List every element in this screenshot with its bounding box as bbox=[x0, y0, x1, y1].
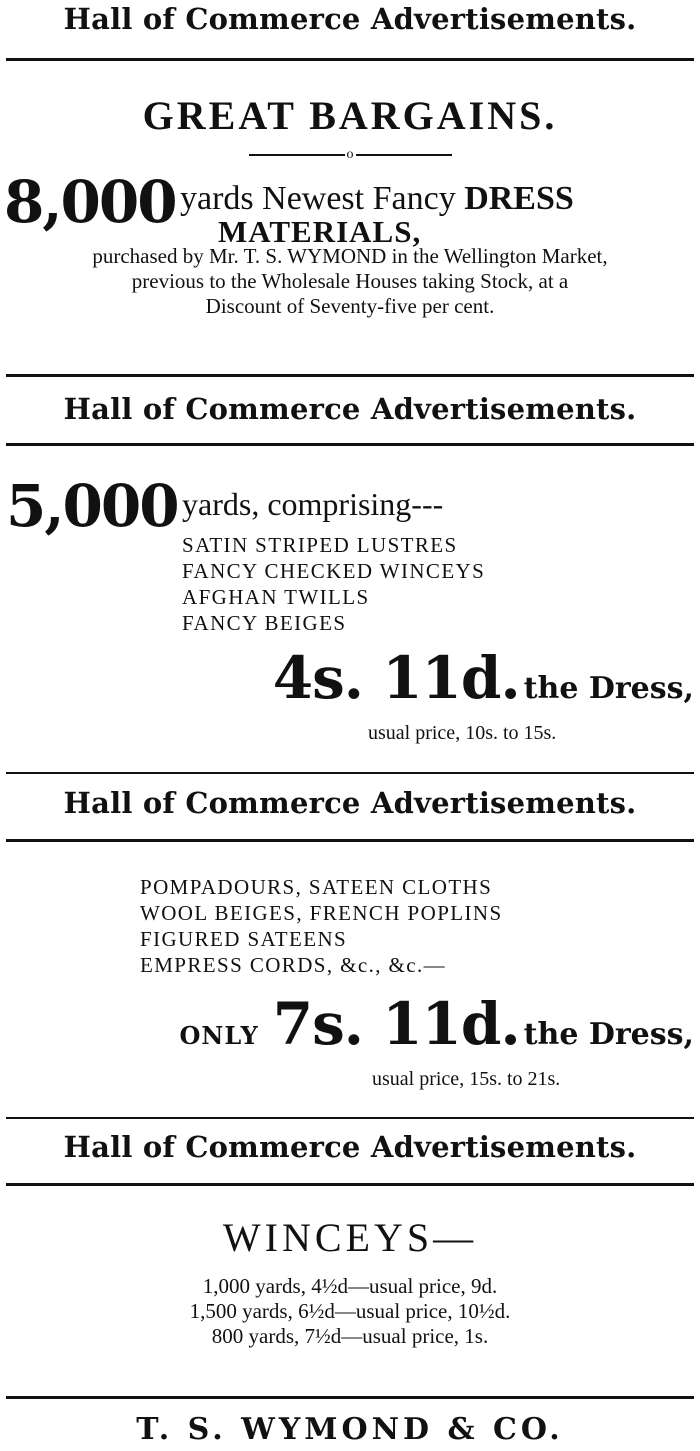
winceys-title: WINCEYS— bbox=[222, 1215, 478, 1260]
list-item: POMPADOURS, SATEEN CLOTHS bbox=[140, 875, 493, 899]
list-item: EMPRESS CORDS, &c., &c.— bbox=[140, 953, 447, 977]
ornament-circle: o bbox=[346, 146, 354, 162]
list-item: SATIN STRIPED LUSTRES bbox=[182, 533, 458, 557]
divider-rule bbox=[6, 1183, 694, 1186]
headline: GREAT BARGAINS. bbox=[142, 93, 558, 138]
price-suffix: the Dress, bbox=[523, 671, 694, 706]
item-list bbox=[182, 532, 485, 636]
yards-text: yards Newest Fancy bbox=[180, 180, 456, 217]
divider-rule bbox=[6, 58, 694, 61]
price-amount: 7s. 11d. bbox=[272, 990, 520, 1058]
usual-price: usual price, 10s. to 15s. bbox=[368, 722, 557, 744]
divider-rule bbox=[6, 443, 694, 446]
item-list bbox=[140, 874, 503, 978]
list-item: 1,500 yards, 6½d—usual price, 10½d. bbox=[189, 1299, 511, 1323]
ornament-line bbox=[249, 154, 345, 156]
winceys-price-list bbox=[0, 1274, 700, 1349]
comprising-text: yards, comprising--- bbox=[182, 486, 444, 522]
divider-rule bbox=[6, 772, 694, 774]
only-label: ONLY bbox=[179, 1021, 259, 1050]
section-header: Hall of Commerce Advertisements. bbox=[63, 1130, 637, 1164]
footer-company-name: T. S. WYMOND & CO. bbox=[136, 1412, 564, 1447]
materials-text: MATERIALS, bbox=[218, 214, 422, 249]
list-item: AFGHAN TWILLS bbox=[182, 585, 370, 609]
price-line bbox=[179, 990, 694, 1058]
list-item: FANCY BEIGES bbox=[182, 611, 347, 635]
list-item: FANCY CHECKED WINCEYS bbox=[182, 559, 486, 583]
divider-rule bbox=[6, 374, 694, 377]
section-header: Hall of Commerce Advertisements. bbox=[63, 786, 637, 820]
usual-price: usual price, 15s. to 21s. bbox=[372, 1068, 561, 1090]
dress-text: DRESS bbox=[464, 180, 574, 217]
ornament-divider bbox=[0, 144, 700, 163]
list-item: 1,000 yards, 4½d—usual price, 9d. bbox=[202, 1274, 498, 1298]
price-suffix: the Dress, bbox=[523, 1017, 694, 1052]
section-header: Hall of Commerce Advertisements. bbox=[63, 2, 637, 36]
list-item: 800 yards, 7½d—usual price, 1s. bbox=[211, 1324, 489, 1348]
divider-rule bbox=[6, 1117, 694, 1119]
price-amount: 4s. 11d. bbox=[272, 644, 520, 712]
purchase-paragraph-line-3: Discount of Seventy-five per cent. bbox=[205, 294, 495, 318]
purchase-paragraph-line-1: purchased by Mr. T. S. WYMOND in the Wellington Market, bbox=[92, 244, 608, 268]
dress-materials-line bbox=[180, 180, 574, 218]
quantity-5000: 5,000 bbox=[6, 472, 178, 540]
price-line bbox=[273, 644, 694, 712]
quantity-8000: 8,000 bbox=[4, 168, 176, 236]
purchase-paragraph-line-2: previous to the Wholesale Houses taking Stock, at a bbox=[131, 269, 569, 293]
section-header: Hall of Commerce Advertisements. bbox=[63, 392, 637, 426]
divider-rule bbox=[6, 1396, 694, 1399]
ornament-line bbox=[356, 154, 452, 156]
divider-rule bbox=[6, 839, 694, 842]
list-item: FIGURED SATEENS bbox=[140, 927, 348, 951]
list-item: WOOL BEIGES, FRENCH POPLINS bbox=[140, 901, 503, 925]
